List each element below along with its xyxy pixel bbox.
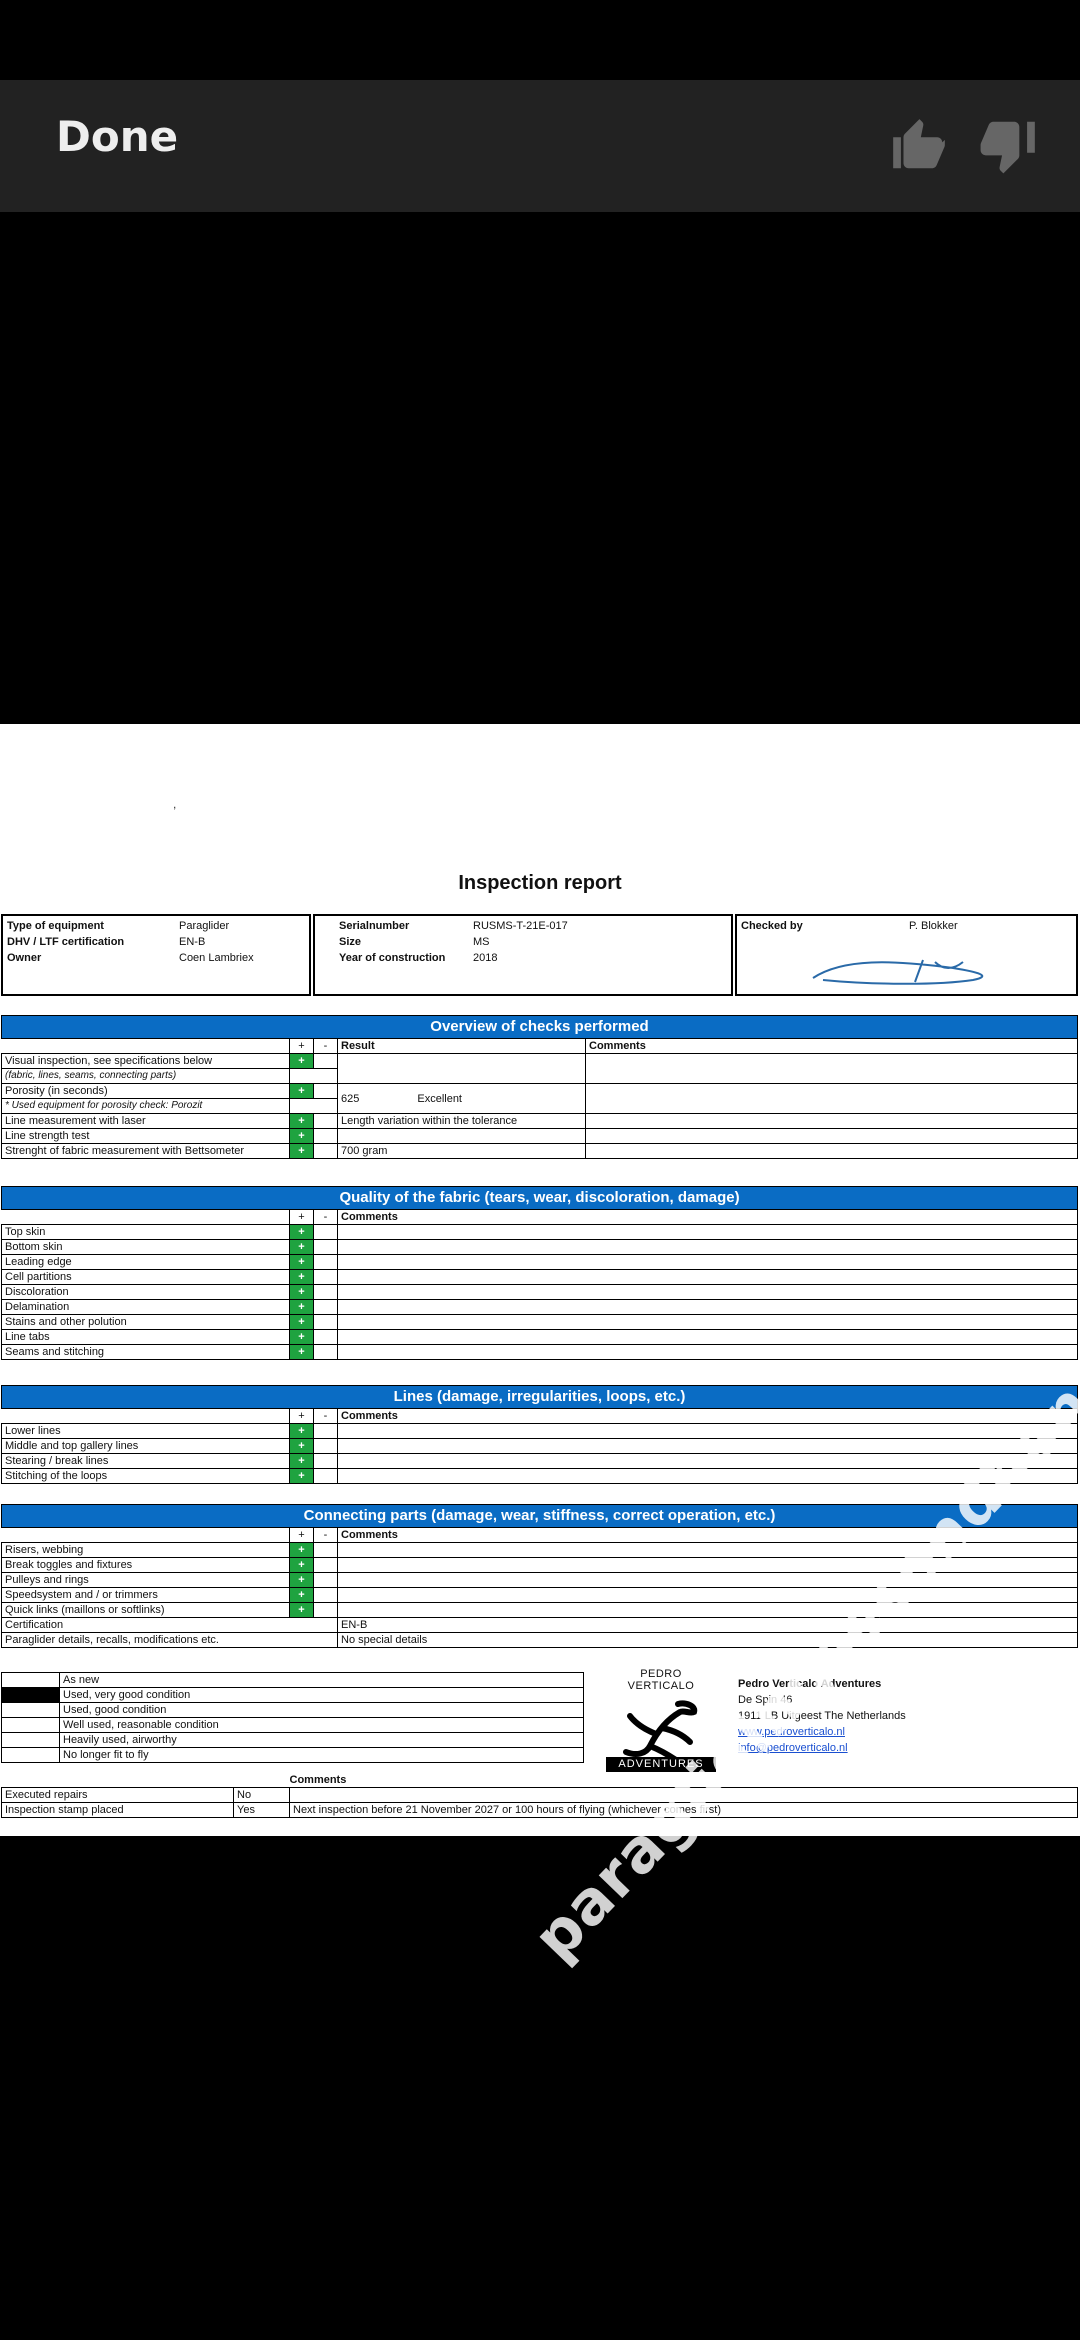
check-mark: +	[290, 1144, 314, 1159]
condition-swatch	[2, 1733, 60, 1748]
table-row: Risers, webbing +	[2, 1543, 1078, 1558]
table-row: Executed repairs No	[2, 1788, 1078, 1803]
lines-header: Lines (damage, irregularities, loops, etc.)	[2, 1386, 1078, 1409]
company-email-link[interactable]: info@pedroverticalo.nl	[738, 1742, 848, 1754]
table-row: Strenght of fabric measurement with Bettsometer + 700 gram	[2, 1144, 1078, 1159]
table-row: Bottom skin +	[2, 1240, 1078, 1255]
serial-info-box	[313, 914, 733, 996]
condition-table	[1, 1672, 584, 1763]
table-row: Line strength test +	[2, 1129, 1078, 1144]
condition-swatch	[2, 1718, 60, 1733]
cert-value: EN-B	[179, 936, 206, 948]
table-row: Top skin +	[2, 1225, 1078, 1240]
signature-icon	[803, 950, 1003, 990]
plus-col-header: +	[290, 1039, 314, 1054]
condition-row: Used, good condition	[2, 1703, 584, 1718]
top-bar	[0, 80, 1080, 212]
table-row: Visual inspection, see specifications below +	[2, 1054, 1078, 1069]
table-row: Delamination +	[2, 1300, 1078, 1315]
overview-header: Overview of checks performed	[2, 1016, 1078, 1039]
fabric-table: Quality of the fabric (tears, wear, discoloration, damage) + - Comments Top skin + Bottom skin + Leading edge + Cell partitions + Discoloration + Delamination + Stains and other polution + Line tabs + Seams and stitching +	[1, 1186, 1078, 1360]
overview-table	[1, 1015, 1078, 1159]
done-button[interactable]: Done	[56, 112, 179, 161]
thumbs-down-icon[interactable]	[978, 114, 1040, 176]
minus-col-header: -	[314, 1039, 338, 1054]
logo-bottom-text: ADVENTURES	[606, 1757, 716, 1772]
condition-swatch-selected	[2, 1688, 60, 1703]
checked-info-box	[735, 914, 1078, 996]
table-row: Stearing / break lines +	[2, 1454, 1078, 1469]
footnote: * Used equipment for porosity check: Porozit	[2, 1099, 290, 1114]
checked-value: P. Blokker	[909, 920, 958, 932]
table-row: Stains and other polution +	[2, 1315, 1078, 1330]
thumbs-up-icon[interactable]	[888, 114, 950, 176]
table-row: Break toggles and fixtures +	[2, 1558, 1078, 1573]
type-label: Type of equipment	[7, 920, 104, 932]
checked-label: Checked by	[741, 920, 803, 932]
table-row: Seams and stitching +	[2, 1345, 1078, 1360]
table-row: Porosity (in seconds) + 625 Excellent	[2, 1084, 1078, 1099]
condition-row: As new	[2, 1673, 584, 1688]
cert-label: DHV / LTF certification	[7, 936, 125, 948]
stray-mark: ,	[173, 797, 177, 811]
equipment-info-box	[1, 914, 311, 996]
logo-top-text: PEDRO VERTICALO	[627, 1668, 695, 1692]
lines-table: Lines (damage, irregularities, loops, etc.) + - Comments Lower lines + Middle and top gallery lines + Stearing / break lines + Stitching of the loops +	[1, 1385, 1078, 1484]
connecting-table: Connecting parts (damage, wear, stiffness, correct operation, etc.) + - Comments Risers, webbing + Break toggles and fixtures + Pulleys and rings + Speedsystem and / or trimmers + Quick links (maillons or softlinks) + Certification EN-B Paraglider details, recalls, modifications etc. No special details	[1, 1504, 1078, 1648]
table-row: Speedsystem and / or trimmers +	[2, 1588, 1078, 1603]
year-label: Year of construction	[339, 952, 446, 964]
check-mark: +	[290, 1129, 314, 1144]
footnote: (fabric, lines, seams, connecting parts)	[2, 1069, 290, 1084]
table-row: Line tabs +	[2, 1330, 1078, 1345]
fabric-header: Quality of the fabric (tears, wear, discoloration, damage)	[2, 1187, 1078, 1210]
type-value: Paraglider	[179, 920, 230, 932]
condition-row: Well used, reasonable condition	[2, 1718, 584, 1733]
check-mark: +	[290, 1084, 314, 1099]
owner-label: Owner	[7, 952, 42, 964]
size-value: MS	[473, 936, 490, 948]
table-row: Middle and top gallery lines +	[2, 1439, 1078, 1454]
condition-swatch	[2, 1673, 60, 1688]
table-row: Inspection stamp placed Yes Next inspection before 21 November 2027 or 100 hours of flying (whichever comes first)	[2, 1803, 1078, 1818]
condition-row: No longer fit to fly	[2, 1748, 584, 1763]
company-website-link[interactable]: www.pedroverticalo.nl	[738, 1726, 845, 1738]
condition-row: Used, very good condition	[2, 1688, 584, 1703]
table-row: Paraglider details, recalls, modifications etc. No special details	[2, 1633, 1078, 1648]
company-city: 1911 LB Uitgeest The Netherlands	[738, 1710, 906, 1722]
table-row: Leading edge +	[2, 1255, 1078, 1270]
comments-col-header: Comments	[586, 1039, 1078, 1054]
table-row: Certification EN-B	[2, 1618, 1078, 1633]
owner-value: Coen Lambriex	[179, 952, 254, 964]
company-name: Pedro Verticalo Adventures	[738, 1678, 882, 1690]
inspection-document	[0, 724, 1080, 1836]
table-row: Stitching of the loops +	[2, 1469, 1078, 1484]
table-row: Discoloration +	[2, 1285, 1078, 1300]
serial-label: Serialnumber	[339, 920, 410, 932]
serial-value: RUSMS-T-21E-017	[473, 920, 568, 932]
result-col-header: Result	[338, 1039, 586, 1054]
condition-swatch	[2, 1703, 60, 1718]
connecting-header: Connecting parts (damage, wear, stiffness, correct operation, etc.)	[2, 1505, 1078, 1528]
condition-swatch	[2, 1748, 60, 1763]
check-mark: +	[290, 1054, 314, 1069]
condition-row: Heavily used, airworthy	[2, 1733, 584, 1748]
year-value: 2018	[473, 952, 498, 964]
table-row: Pulleys and rings +	[2, 1573, 1078, 1588]
check-mark: +	[290, 1114, 314, 1129]
footer-comments-header: Comments	[289, 1774, 347, 1786]
footer-table	[1, 1773, 1078, 1818]
company-street: De Spin 46	[738, 1694, 793, 1706]
table-row: Quick links (maillons or softlinks) +	[2, 1603, 1078, 1618]
table-row: Cell partitions +	[2, 1270, 1078, 1285]
page-title: Inspection report	[458, 872, 622, 894]
table-row: Lower lines +	[2, 1424, 1078, 1439]
size-label: Size	[339, 936, 362, 948]
table-row: Line measurement with laser + Length variation within the tolerance	[2, 1114, 1078, 1129]
